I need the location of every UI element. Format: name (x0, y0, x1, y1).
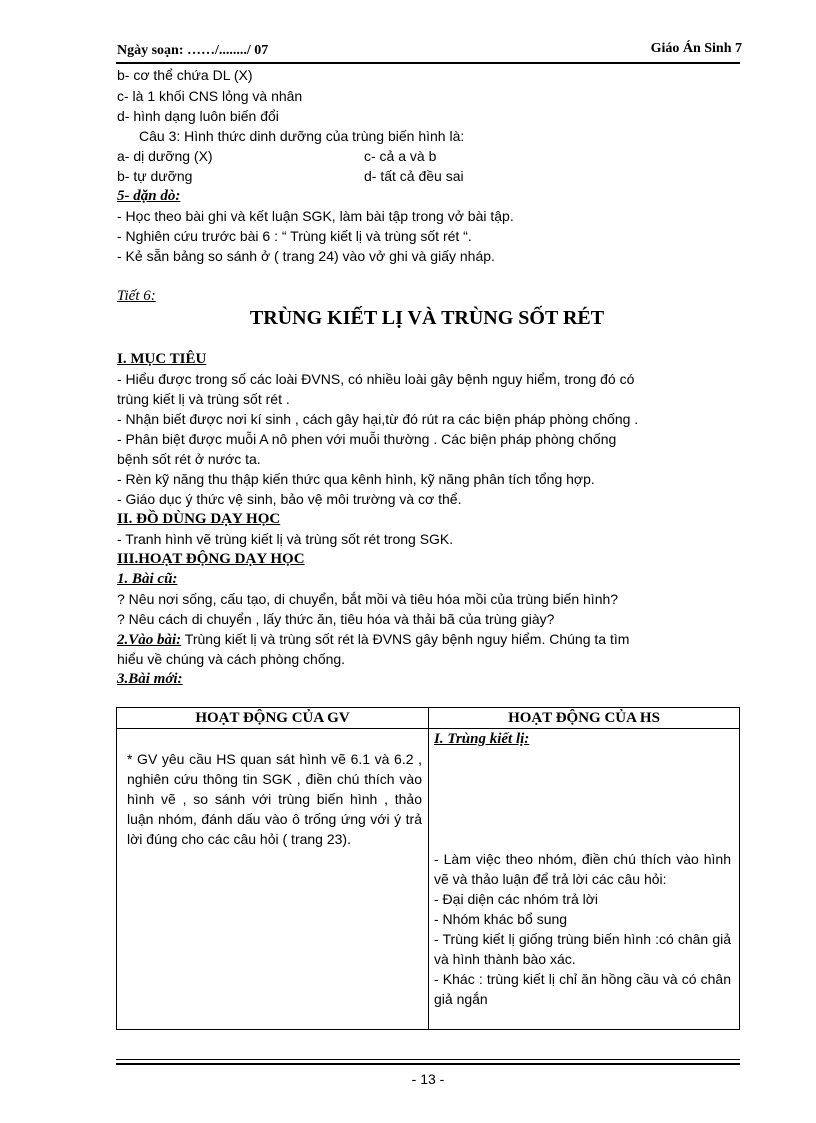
objective-line: bệnh sốt rét ở nước ta. (117, 451, 261, 467)
objective-line: - Rèn kỹ năng thu thập kiến thức qua kênh hình, kỹ năng phân tích tổng hợp. (117, 471, 595, 487)
homework-heading: 5- dặn dò: (117, 188, 181, 204)
lesson-label: Tiết 6: (117, 288, 156, 304)
activities-heading: III.HOẠT ĐỘNG DẠY HỌC (117, 551, 305, 567)
intro-text: Trùng kiết lị và trùng sốt rét là ĐVNS gây bệnh nguy hiểm. Chúng ta tìm (181, 631, 630, 647)
new-lesson-heading: 3.Bài mới: (117, 671, 183, 687)
objective-line: - Phân biệt được muỗi A nô phen với muỗi thường . Các biện pháp phòng chống (117, 431, 617, 447)
objective-line: - Nhận biết được nơi kí sinh , cách gây hại,từ đó rút ra các biện pháp phòng chống . (117, 411, 639, 427)
homework-item: - Nghiên cứu trước bài 6 : “ Trùng kiết lị và trùng sốt rét “. (117, 228, 472, 244)
homework-item: - Học theo bài ghi và kết luận SGK, làm bài tập trong vở bài tập. (117, 208, 514, 224)
hs-item: - Trùng kiết lị giống trùng biến hình :có chân giả và hình thành bào xác. (434, 931, 731, 967)
table-header-row (117, 708, 740, 729)
intro-heading: 2.Vào bài: (117, 632, 182, 648)
hs-item: - Nhóm khác bổ sung (434, 911, 568, 927)
page-number: - 13 - (411, 1071, 445, 1087)
table-row (117, 729, 740, 1030)
materials-heading: II. ĐỒ DÙNG DẠY HỌC (117, 511, 281, 527)
option-d: d- tất cả đều sai (364, 168, 464, 184)
option-b: b- tự dưỡng (117, 168, 193, 184)
hs-item: - Làm việc theo nhóm, điền chú thích vào hình vẽ và thảo luận để trả lời các câu hỏi: (434, 851, 731, 887)
objective-line: - Hiểu được trong số các loài ĐVNS, có nhiều loài gây bệnh nguy hiểm, trong đó có (117, 371, 635, 387)
hs-item: - Khác : trùng kiết lị chỉ ăn hồng cầu và có chân giả ngắn (434, 971, 731, 1007)
homework-item: - Kẻ sẵn bảng so sánh ở ( trang 24) vào vở ghi và giấy nháp. (117, 248, 495, 264)
option-c: c- cả a và b (364, 148, 437, 164)
col-header-hs: HOẠT ĐỘNG CỦA HS (429, 708, 740, 729)
hs-item: - Đại diện các nhóm trả lời (434, 891, 599, 907)
header-subject: Giáo Án Sinh 7 (650, 41, 742, 56)
header-rule (116, 62, 740, 64)
gv-cell (117, 729, 429, 1030)
option-a: a- dị dưỡng (X) (117, 148, 213, 164)
intro-line (117, 630, 629, 649)
objective-line: - Giáo dục ý thức vệ sinh, bảo vệ môi trường và cơ thể. (117, 491, 462, 507)
col-header-gv: HOẠT ĐỘNG CỦA GV (117, 708, 429, 729)
objective-line: trùng kiết lị và trùng sốt rét . (117, 391, 290, 407)
hs-cell (429, 729, 740, 1030)
question-3: Câu 3: Hình thức dinh dưỡng của trùng biến hình là: (139, 128, 465, 144)
header-date: Ngày soạn: ……/......../ 07 (117, 43, 269, 58)
footer-rule-bottom (116, 1063, 740, 1065)
answer-line: d- hình dạng luôn biến đổi (117, 108, 279, 124)
old-lesson-question: ? Nêu nơi sống, cấu tạo, di chuyển, bắt mồi và tiêu hóa mồi của trùng biến hình? (117, 591, 619, 607)
lesson-title: TRÙNG KIẾT LỊ VÀ TRÙNG SỐT RÉT (249, 307, 605, 329)
activity-table (116, 707, 740, 1030)
materials-line: - Tranh hình vẽ trùng kiết lị và trùng sốt rét trong SGK. (117, 531, 454, 547)
objectives-heading: I. MỤC TIÊU (117, 351, 207, 367)
answer-line: b- cơ thể chứa DL (X) (117, 67, 253, 83)
footer-rule-top (116, 1059, 740, 1060)
old-lesson-question: ? Nêu cách di chuyển , lấy thức ăn, tiêu hóa và thải bã của trùng giày? (117, 611, 555, 627)
hs-section-heading: I. Trùng kiết lị: (434, 731, 530, 747)
gv-text: * GV yêu cầu HS quan sát hình vẽ 6.1 và 6.2 , nghiên cứu thông tin SGK , điền chú thích vào hình vẽ , so sánh với trùng biến hình , thảo luận nhóm, đánh dấu vào ô trống ứng với ý trả lời đúng cho các câu hỏi ( trang 23). (127, 751, 422, 847)
answer-line: c- là 1 khối CNS lỏng và nhân (117, 88, 303, 104)
intro-line-2: hiểu về chúng và cách phòng chống. (117, 651, 346, 667)
old-lesson-heading: 1. Bài cũ: (117, 571, 178, 587)
